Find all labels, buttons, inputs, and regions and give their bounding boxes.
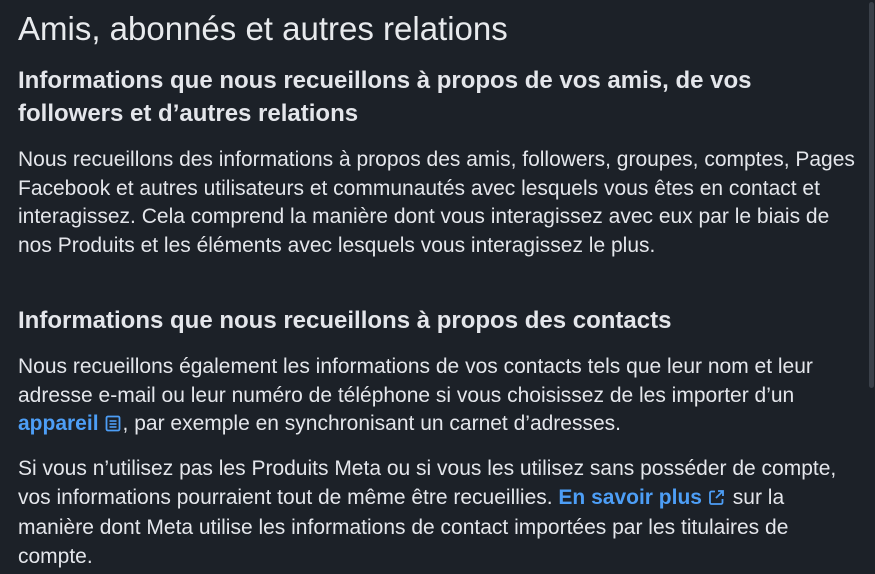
friends-heading: Informations que nous recueillons à propos de vos amis, de vos followers et d’autres relations — [18, 67, 752, 127]
glossary-icon — [105, 412, 121, 441]
appareil-link[interactable] — [18, 412, 123, 435]
scrollbar[interactable] — [867, 0, 875, 574]
scrollbar-thumb[interactable] — [869, 2, 874, 388]
contacts-text-before: Nous recueillons également les informations de vos contacts tels que leur nom et leur adresse e-mail ou leur numéro de téléphone si vous choisissez de les importer d’un — [18, 355, 813, 407]
learn-more-label: En savoir plus — [558, 485, 702, 509]
contacts-paragraph — [18, 353, 858, 441]
friends-paragraph: Nous recueillons des informations à propos des amis, followers, groupes, comptes, Pages Facebook et autres utilisateurs et communautés avec lesquels vous êtes en contact et interagissez. Cela comprend la manière dont vous interagissez avec eux par le biais de nos Produits et les éléments avec lesquels vous interagissez le plus. — [18, 148, 855, 257]
non-users-paragraph — [18, 455, 858, 571]
non-users-text: Si vous n’utilisez pas les Produits Meta ou si vous les utilisez sans posséder de compte, vos informations pourraient tout de même être recueillies. — [18, 457, 837, 509]
external-link-icon — [708, 486, 725, 515]
contacts-heading: Informations que nous recueillons à propos des contacts — [18, 307, 672, 334]
section-title: Amis, abonnés et autres relations — [18, 10, 508, 47]
non-users-text-after: sur la manière dont Meta utilise les informations de contact importées par les titulaires de compte. — [18, 485, 789, 568]
appareil-link-label: appareil — [18, 412, 99, 435]
learn-more-link[interactable] — [558, 486, 727, 509]
contacts-text-after: , par exemple en synchronisant un carnet d’adresses. — [122, 412, 621, 435]
